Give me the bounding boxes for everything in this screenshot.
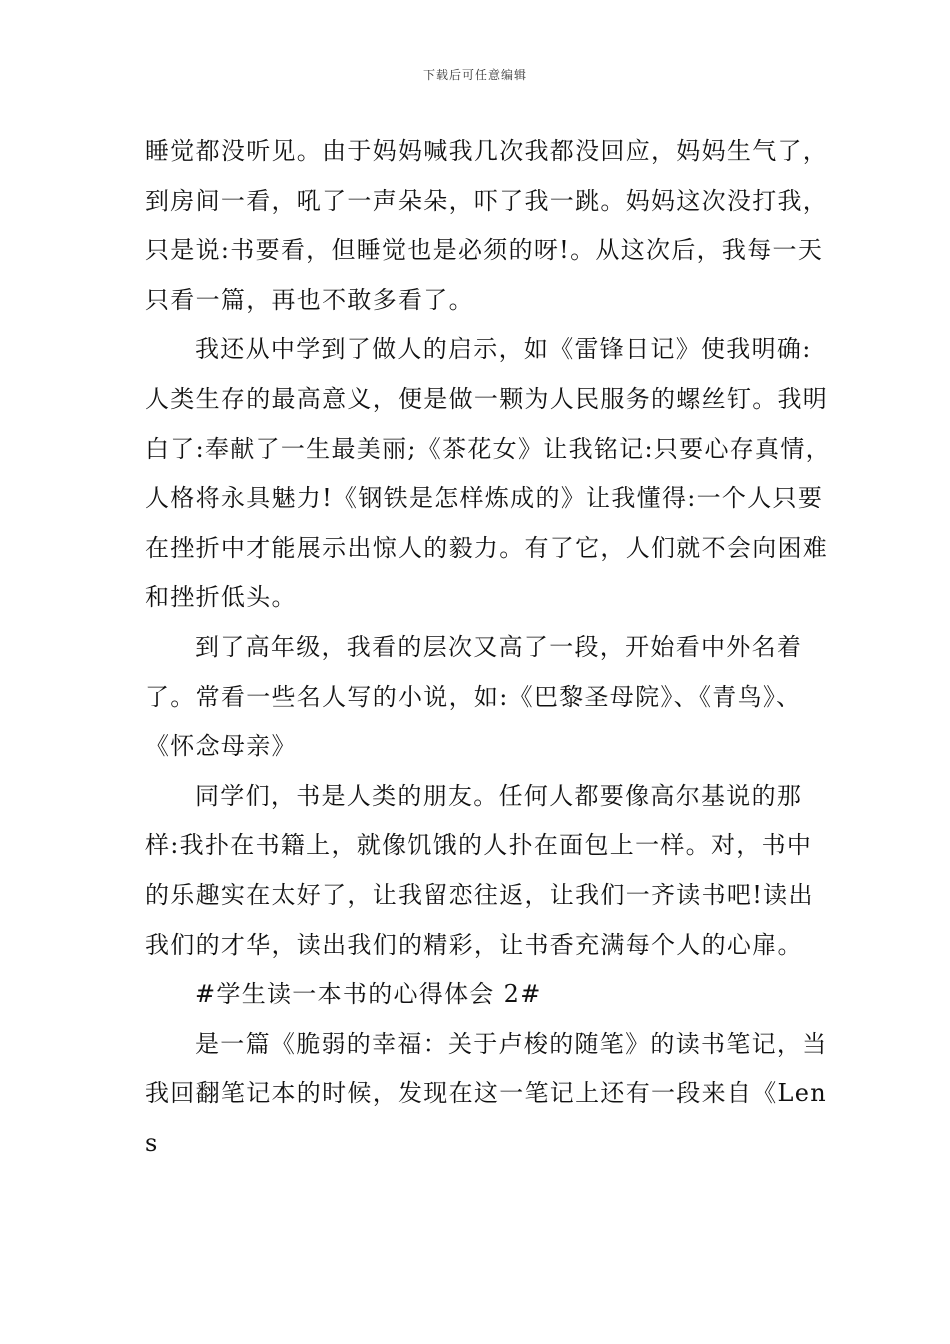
document-body [145, 127, 835, 1168]
paragraph-senior-grade: 到了高年级，我看的层次又高了一段，开始看中外名着了。常看一些名人写的小说，如:《巴黎圣母院》、《青鸟》、《怀念母亲》 [145, 632, 803, 761]
paragraph-continuation: 睡觉都没听见。由于妈妈喊我几次我都没回应，妈妈生气了，到房间一看，吼了一声朵朵，吓了我一跳。妈妈这次没打我，只是说:书要看，但睡觉也是必须的呀!。从这次后，我每一天只看一篇，再也不敢多看了。 [145, 137, 829, 314]
paragraph-classmates: 同学们，书是人类的朋友。任何人都要像高尔基说的那样:我扑在书籍上，就像饥饿的人扑在面包上一样。对，书中的乐趣实在太好了，让我留恋往返，让我们一齐读书吧!读出我们的才华，读出我们的精彩，让书香充满每个人的心扉。 [145, 781, 814, 959]
paragraph-lessons: 我还从中学到了做人的启示，如《雷锋日记》使我明确:人类生存的最高意义，便是做一颗为人民服务的螺丝钉。我明白了:奉献了一生最美丽;《茶花女》让我铭记:只要心存真情，人格将永具魅力!《钢铁是怎样炼成的》让我懂得:一个人只要在挫折中才能展示出惊人的毅力。有了它，人们就不会向困难和挫折低头。 [145, 335, 831, 612]
section-heading: #学生读一本书的心得体会 2# [195, 980, 542, 1009]
paragraph-reading-notes: 是一篇《脆弱的幸福：关于卢梭的随笔》的读书笔记，当我回翻笔记本的时候，发现在这一笔记上还有一段来自《Lens [145, 1029, 828, 1157]
header-note: 下载后可任意编辑 [422, 68, 527, 82]
